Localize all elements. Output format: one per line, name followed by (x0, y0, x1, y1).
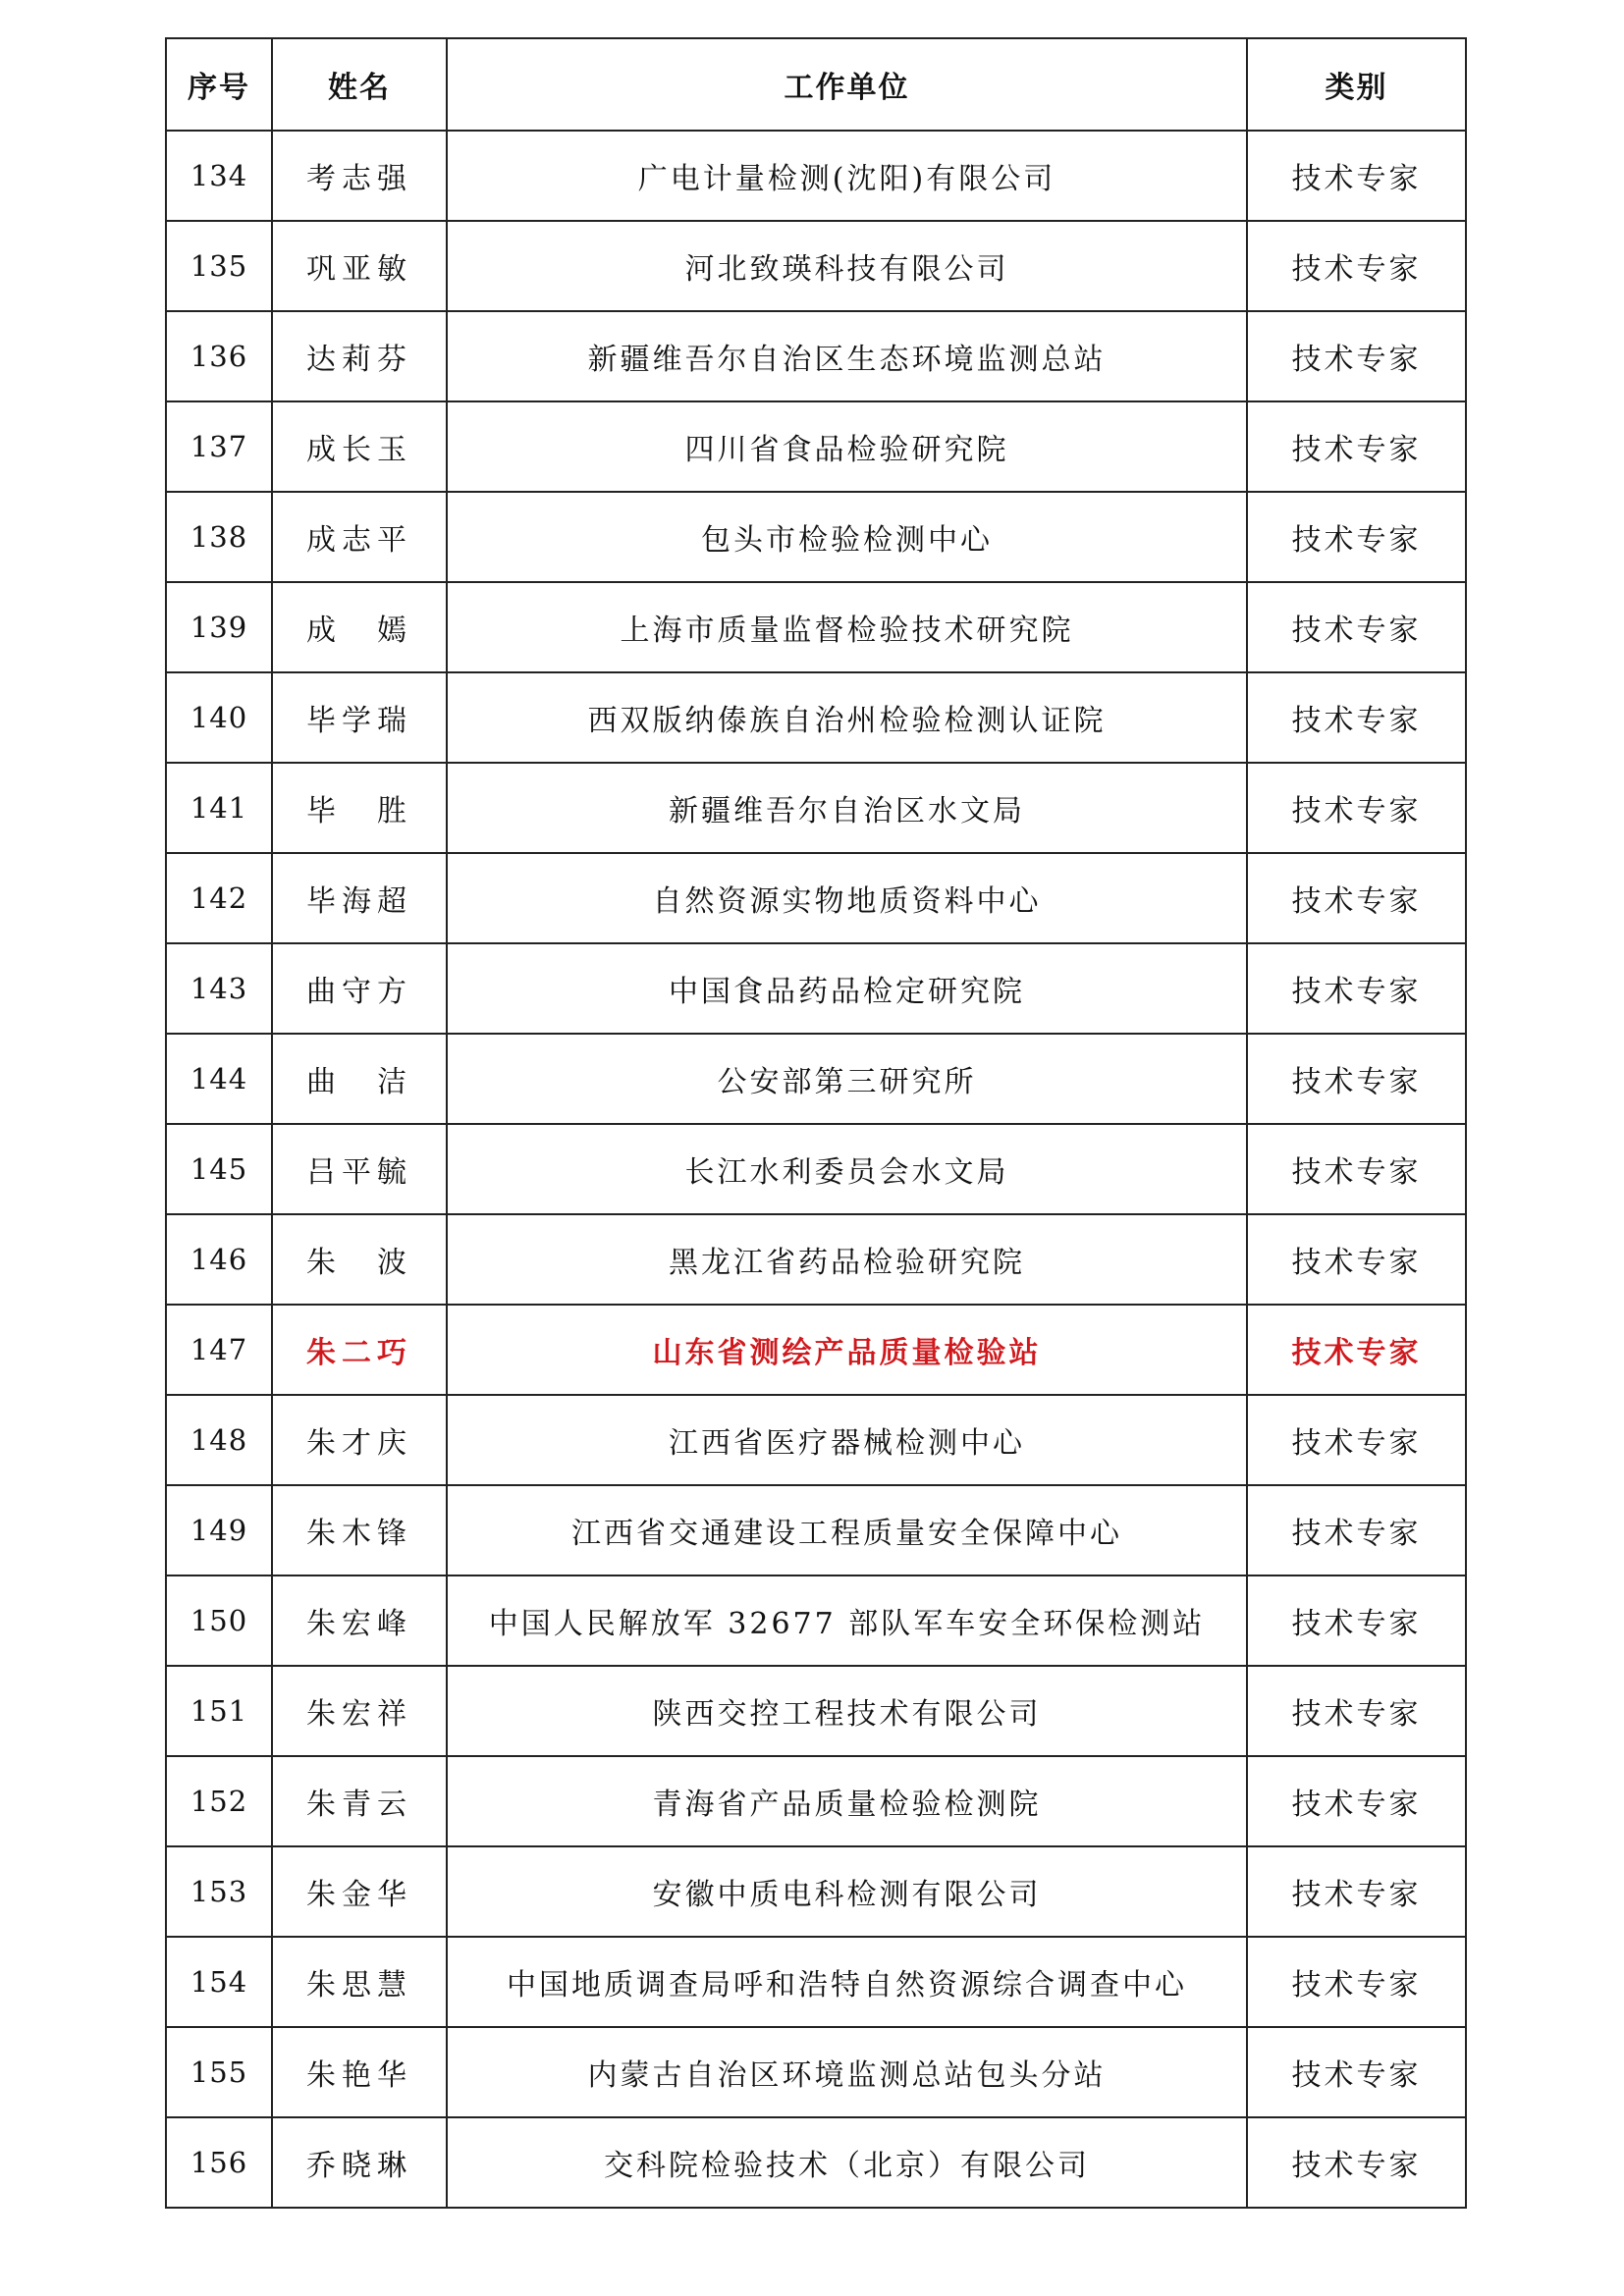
table-row (166, 1937, 1466, 2027)
row-category: 技术专家 (1247, 1666, 1466, 1756)
row-name: 曲守方 (272, 943, 447, 1034)
row-category: 技术专家 (1247, 492, 1466, 582)
table-row (166, 131, 1466, 221)
row-category: 技术专家 (1247, 763, 1466, 853)
row-unit: 安徽中质电科检测有限公司 (447, 1846, 1247, 1937)
row-index: 134 (166, 131, 272, 221)
row-index: 149 (166, 1485, 272, 1575)
row-unit: 公安部第三研究所 (447, 1034, 1247, 1124)
table-row (166, 1395, 1466, 1485)
table-row (166, 492, 1466, 582)
table-row (166, 2117, 1466, 2208)
row-unit: 内蒙古自治区环境监测总站包头分站 (447, 2027, 1247, 2117)
row-name: 考志强 (272, 131, 447, 221)
row-unit: 陕西交控工程技术有限公司 (447, 1666, 1247, 1756)
row-name: 曲 洁 (272, 1034, 447, 1124)
row-name: 巩亚敏 (272, 221, 447, 311)
row-unit: 河北致瑛科技有限公司 (447, 221, 1247, 311)
row-category: 技术专家 (1247, 1575, 1466, 1666)
row-category: 技术专家 (1247, 401, 1466, 492)
row-index: 141 (166, 763, 272, 853)
row-unit: 新疆维吾尔自治区水文局 (447, 763, 1247, 853)
row-name: 吕平毓 (272, 1124, 447, 1214)
table-row (166, 221, 1466, 311)
row-index: 137 (166, 401, 272, 492)
table-row (166, 1846, 1466, 1937)
table-row (166, 1756, 1466, 1846)
row-name: 朱宏峰 (272, 1575, 447, 1666)
row-name: 乔晓琳 (272, 2117, 447, 2208)
row-unit: 黑龙江省药品检验研究院 (447, 1214, 1247, 1305)
table-header-row (166, 38, 1466, 131)
row-name: 朱青云 (272, 1756, 447, 1846)
row-unit: 广电计量检测(沈阳)有限公司 (447, 131, 1247, 221)
row-index: 147 (166, 1305, 272, 1395)
table-row (166, 2027, 1466, 2117)
row-category: 技术专家 (1247, 853, 1466, 943)
row-category: 技术专家 (1247, 1756, 1466, 1846)
row-unit: 青海省产品质量检验检测院 (447, 1756, 1247, 1846)
row-name: 毕学瑞 (272, 672, 447, 763)
row-category: 技术专家 (1247, 943, 1466, 1034)
table-row (166, 1214, 1466, 1305)
row-name: 毕海超 (272, 853, 447, 943)
row-unit: 长江水利委员会水文局 (447, 1124, 1247, 1214)
row-unit: 西双版纳傣族自治州检验检测认证院 (447, 672, 1247, 763)
row-name: 成志平 (272, 492, 447, 582)
row-unit: 包头市检验检测中心 (447, 492, 1247, 582)
row-index: 144 (166, 1034, 272, 1124)
row-name: 朱才庆 (272, 1395, 447, 1485)
row-category: 技术专家 (1247, 311, 1466, 401)
table-row (166, 853, 1466, 943)
row-index: 136 (166, 311, 272, 401)
expert-list-table (165, 37, 1467, 2209)
row-index: 145 (166, 1124, 272, 1214)
row-category: 技术专家 (1247, 1214, 1466, 1305)
row-unit: 自然资源实物地质资料中心 (447, 853, 1247, 943)
row-index: 154 (166, 1937, 272, 2027)
header-name: 姓名 (272, 38, 447, 131)
row-index: 135 (166, 221, 272, 311)
row-index: 151 (166, 1666, 272, 1756)
row-category: 技术专家 (1247, 1034, 1466, 1124)
row-name: 朱二巧 (272, 1305, 447, 1395)
row-category: 技术专家 (1247, 1305, 1466, 1395)
header-unit: 工作单位 (447, 38, 1247, 131)
row-unit: 新疆维吾尔自治区生态环境监测总站 (447, 311, 1247, 401)
row-index: 146 (166, 1214, 272, 1305)
row-unit: 山东省测绘产品质量检验站 (447, 1305, 1247, 1395)
row-category: 技术专家 (1247, 2027, 1466, 2117)
table-row (166, 1485, 1466, 1575)
table-row (166, 1575, 1466, 1666)
table-row (166, 311, 1466, 401)
row-category: 技术专家 (1247, 1846, 1466, 1937)
row-unit: 中国食品药品检定研究院 (447, 943, 1247, 1034)
row-unit: 上海市质量监督检验技术研究院 (447, 582, 1247, 672)
row-name: 朱木锋 (272, 1485, 447, 1575)
row-name: 朱宏祥 (272, 1666, 447, 1756)
row-index: 148 (166, 1395, 272, 1485)
header-index: 序号 (166, 38, 272, 131)
row-name: 达莉芬 (272, 311, 447, 401)
row-index: 139 (166, 582, 272, 672)
row-category: 技术专家 (1247, 582, 1466, 672)
row-category: 技术专家 (1247, 672, 1466, 763)
row-index: 150 (166, 1575, 272, 1666)
row-unit: 交科院检验技术（北京）有限公司 (447, 2117, 1247, 2208)
row-index: 153 (166, 1846, 272, 1937)
row-category: 技术专家 (1247, 2117, 1466, 2208)
row-category: 技术专家 (1247, 1485, 1466, 1575)
row-unit: 四川省食品检验研究院 (447, 401, 1247, 492)
row-name: 朱艳华 (272, 2027, 447, 2117)
table-row (166, 1666, 1466, 1756)
row-unit: 江西省交通建设工程质量安全保障中心 (447, 1485, 1247, 1575)
row-index: 152 (166, 1756, 272, 1846)
row-unit: 中国人民解放军 32677 部队军车安全环保检测站 (447, 1575, 1247, 1666)
header-category: 类别 (1247, 38, 1466, 131)
table-row (166, 672, 1466, 763)
row-category: 技术专家 (1247, 1395, 1466, 1485)
row-name: 成长玉 (272, 401, 447, 492)
row-category: 技术专家 (1247, 1124, 1466, 1214)
row-index: 156 (166, 2117, 272, 2208)
row-category: 技术专家 (1247, 131, 1466, 221)
row-category: 技术专家 (1247, 1937, 1466, 2027)
row-name: 毕 胜 (272, 763, 447, 853)
row-index: 155 (166, 2027, 272, 2117)
table-row (166, 1034, 1466, 1124)
row-index: 143 (166, 943, 272, 1034)
row-name: 朱 波 (272, 1214, 447, 1305)
row-index: 140 (166, 672, 272, 763)
table-row (166, 1124, 1466, 1214)
row-index: 142 (166, 853, 272, 943)
table-row-highlighted (166, 1305, 1466, 1395)
row-index: 138 (166, 492, 272, 582)
table-row (166, 582, 1466, 672)
table-row (166, 763, 1466, 853)
row-unit: 江西省医疗器械检测中心 (447, 1395, 1247, 1485)
table-row (166, 401, 1466, 492)
row-name: 成 嫣 (272, 582, 447, 672)
row-unit: 中国地质调查局呼和浩特自然资源综合调查中心 (447, 1937, 1247, 2027)
table-row (166, 943, 1466, 1034)
row-category: 技术专家 (1247, 221, 1466, 311)
row-name: 朱金华 (272, 1846, 447, 1937)
row-name: 朱思慧 (272, 1937, 447, 2027)
